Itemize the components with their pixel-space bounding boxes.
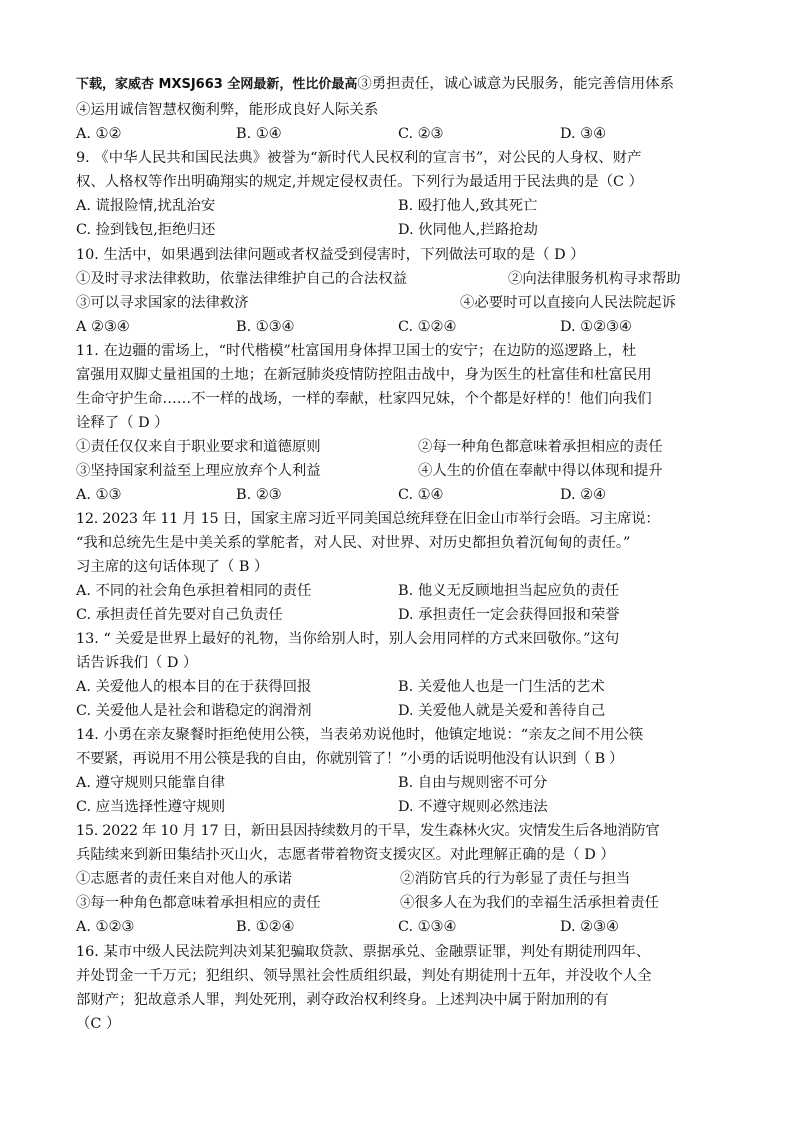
q11-stem-line-1: 11. 在边疆的雷场上，“时代楷模”杜富国用身体捍卫国士的安宁；在边防的巡逻路上，杜 xyxy=(76,343,637,359)
q9-choice-c: C. 捡到钱包,拒绝归还 xyxy=(76,222,216,238)
q10-choice-b: B. ①③④ xyxy=(236,319,295,335)
q8-choices xyxy=(0,125,794,143)
q9-choices-row-2 xyxy=(0,221,794,239)
q12-choice-d: D. 承担责任一定会获得回报和荣誉 xyxy=(398,607,620,623)
q12-choice-a: A. 不同的社会角色承担着相同的责任 xyxy=(76,583,312,599)
q14-stem-line-2: 不要紧，再说用不用公筷是我的自由，你就别管了！”小勇的话说明他没有认识到（ B ） xyxy=(76,751,624,767)
q10-option-3: ③可以寻求国家的法律救济 xyxy=(76,295,249,311)
q14-choice-a: A. 遵守规则只能靠自律 xyxy=(76,775,226,791)
q10-options-row-1 xyxy=(0,270,794,288)
q10-option-2: ②向法律服务机构寻求帮助 xyxy=(508,271,681,287)
q15-choice-b: B. ①②④ xyxy=(236,919,295,935)
q9-choices-row-1 xyxy=(0,197,794,215)
q15-stem-line-1: 15. 2022 年 10 月 17 日，新田县因持续数月的干旱，发生森林火灾。灾情发生后各地消防官 xyxy=(76,823,660,839)
question-8-option-3-line xyxy=(76,75,674,94)
q15-choice-d: D. ②③④ xyxy=(560,919,619,935)
q10-choices xyxy=(0,318,794,336)
q12-stem-line-3: 习主席的这句话体现了（ B ） xyxy=(76,559,269,575)
q15-choices xyxy=(0,918,794,936)
header-ad-text: 下载，家威杏 MXSJ663 全网最新，性比价最高 xyxy=(76,77,358,92)
q10-choice-c: C. ①②④ xyxy=(398,319,457,335)
q11-choices xyxy=(0,486,794,504)
q16-stem-line-3: 部财产；犯故意杀人罪，判处死刑，剥夺政治权利终身。上述判决中属于附加刑的有 xyxy=(76,992,609,1008)
q11-options-row-2 xyxy=(0,462,794,480)
q11-option-3: ③坚持国家利益至上理应放弃个人利益 xyxy=(76,463,321,479)
q12-stem-line-2: “我和总统先生是中美关系的掌舵者，对人民、对世界、对历史都担负着沉甸甸的责任。” xyxy=(76,535,631,551)
q14-choices-row-2 xyxy=(0,798,794,816)
q15-option-4: ④很多人在为我们的幸福生活承担着责任 xyxy=(400,895,660,911)
q11-choice-d: D. ②④ xyxy=(560,487,606,503)
q8-option-4: ④运用诚信智慧权衡利弊，能形成良好人际关系 xyxy=(76,102,379,118)
q15-options-row-2 xyxy=(0,894,794,912)
q11-option-4: ④人生的价值在奉献中得以体现和提升 xyxy=(418,463,663,479)
q14-choice-d: D. 不遵守规则必然违法 xyxy=(398,799,548,815)
q13-choice-a: A. 关爱他人的根本目的在于获得回报 xyxy=(76,679,312,695)
q13-choices-row-1 xyxy=(0,678,794,696)
q9-choice-b: B. 殴打他人,致其死亡 xyxy=(398,198,538,214)
q10-option-1: ①及时寻求法律救助，依靠法律维护自己的合法权益 xyxy=(76,271,407,287)
q15-options-row-1 xyxy=(0,870,794,888)
q14-choice-b: B. 自由与规则密不可分 xyxy=(398,775,548,791)
q11-choice-c: C. ①④ xyxy=(398,487,444,503)
q14-choices-row-1 xyxy=(0,774,794,792)
q13-choices-row-2 xyxy=(0,702,794,720)
q14-choice-c: C. 应当选择性遵守规则 xyxy=(76,799,226,815)
q15-stem-line-2: 兵陆续来到新田集结扑灭山火，志愿者带着物资支援灾区。对此理解正确的是（ D ） xyxy=(76,847,615,863)
q12-choice-b: B. 他义无反顾地担当起应负的责任 xyxy=(398,583,620,599)
q11-stem-line-2: 富强用双脚丈量祖国的土地；在新冠肺炎疫情防控阻击战中，身为医生的杜富佳和杜富民用 xyxy=(76,367,652,383)
q11-option-1: ①责任仅仅来自于职业要求和道德原则 xyxy=(76,439,321,455)
q11-choice-a: A. ①③ xyxy=(76,487,122,503)
q15-choice-a: A. ①②③ xyxy=(76,919,135,935)
q12-choices-row-1 xyxy=(0,582,794,600)
q13-stem-line-1: 13. “ 关爱是世界上最好的礼物，当你给别人时，别人会用同样的方式来回敬你。”这句 xyxy=(76,631,620,647)
q8-choice-c: C. ②③ xyxy=(398,126,444,142)
q10-stem: 10. 生活中，如果遇到法律问题或者权益受到侵害时，下列做法可取的是（ D ） xyxy=(76,247,585,263)
q11-options-row-1 xyxy=(0,438,794,456)
q9-stem-line-1: 9. 《中华人民共和国民法典》被誉为“新时代人民权利的宣言书”，对公民的人身权、财产 xyxy=(76,150,642,166)
q14-stem-line-1: 14. 小勇在亲友聚餐时拒绝使用公筷，当表弟劝说他时，他镇定地说：“亲友之间不用公筷 xyxy=(76,727,644,743)
q10-option-4: ④必要时可以直接向人民法院起诉 xyxy=(460,295,676,311)
q15-option-2: ②消防官兵的行为彰显了责任与担当 xyxy=(400,871,631,887)
q16-stem-line-2: 并处罚金一千万元；犯组织、领导黑社会性质组织最，判处有期徒刑十五年，并没收个人全 xyxy=(76,968,652,984)
q8-choice-d: D. ③④ xyxy=(560,126,606,142)
q13-stem-line-2: 话告诉我们（ D ） xyxy=(76,655,198,671)
q9-choice-a: A. 谎报险情,扰乱治安 xyxy=(76,198,216,214)
q10-choice-d: D. ①②③④ xyxy=(560,319,632,335)
q16-stem-line-1: 16. 某市中级人民法院判决刘某犯骗取贷款、票据承兑、金融票证罪，判处有期徒刑四年、 xyxy=(76,944,651,960)
q8-choice-b: B. ①④ xyxy=(236,126,282,142)
q11-stem-line-4: 诠释了（ D ） xyxy=(76,415,169,431)
q12-choice-c: C. 承担责任首先要对自己负责任 xyxy=(76,607,283,623)
q11-choice-b: B. ②③ xyxy=(236,487,282,503)
q12-stem-line-1: 12. 2023 年 11 月 15 日，国家主席习近平同美国总统拜登在旧金山市举行会晤。习主席说： xyxy=(76,511,660,527)
q8-choice-a: A. ①② xyxy=(76,126,122,142)
q16-answer: （C ） xyxy=(76,1016,121,1032)
q10-options-row-2 xyxy=(0,294,794,312)
q13-choice-c: C. 关爱他人是社会和谐稳定的润滑剂 xyxy=(76,703,312,719)
q15-choice-c: C. ①③④ xyxy=(398,919,457,935)
q9-choice-d: D. 伙同他人,拦路抢劫 xyxy=(398,222,538,238)
q15-option-1: ①志愿者的责任来自对他人的承诺 xyxy=(76,871,292,887)
q13-choice-d: D. 关爱他人就是关爱和善待自己 xyxy=(398,703,606,719)
q11-stem-line-3: 生命守护生命……不一样的战场，一样的奉献，杜家四兄妹，个个都是好样的！他们向我们 xyxy=(76,391,652,407)
q11-option-2: ②每一种角色都意味着承担相应的责任 xyxy=(418,439,663,455)
q12-choices-row-2 xyxy=(0,606,794,624)
q15-option-3: ③每一种角色都意味着承担相应的责任 xyxy=(76,895,321,911)
q10-choice-a: A ②③④ xyxy=(76,319,130,335)
q9-stem-line-2: 权、人格权等作出明确翔实的规定,并规定侵权责任。下列行为最适用于民法典的是（C ） xyxy=(76,174,644,190)
q13-choice-b: B. 关爱他人也是一门生活的艺术 xyxy=(398,679,605,695)
q8-option-3-tail: ③勇担责任，诚心诚意为民服务，能完善信用体系 xyxy=(357,76,674,92)
